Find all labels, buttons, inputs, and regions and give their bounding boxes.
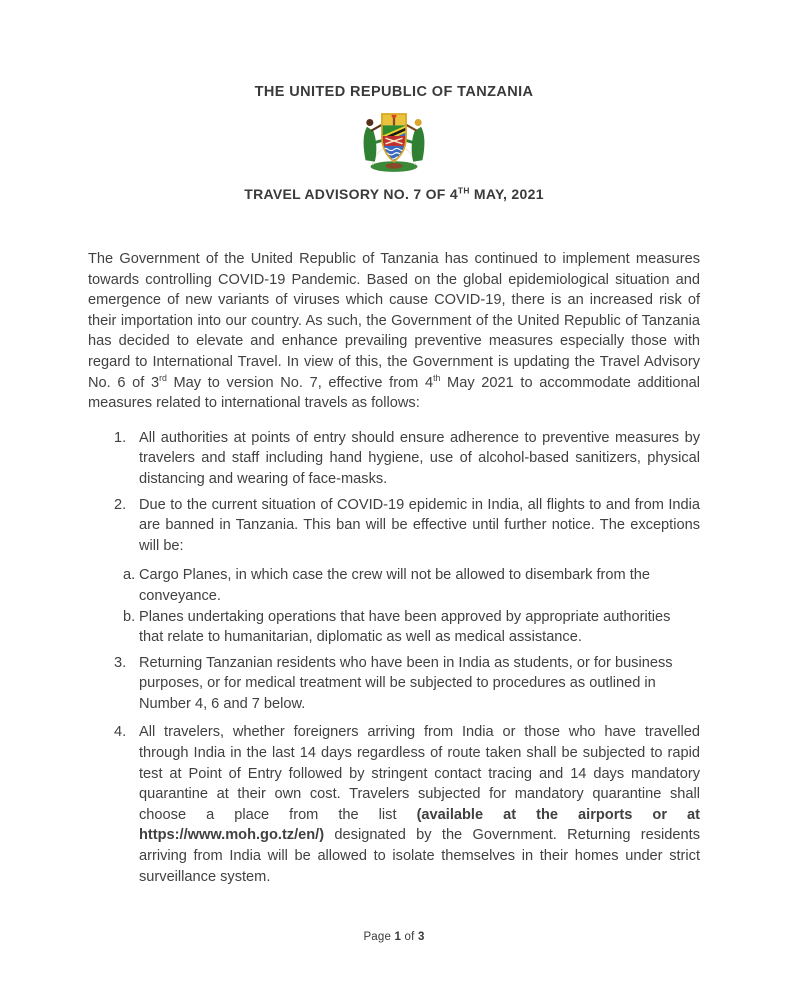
intro-paragraph [88,249,700,414]
list-item-3 [88,653,700,715]
ordinal-suffix: rd [159,372,167,383]
tanzania-coat-of-arms-icon [351,109,437,173]
advisory-measures-list [88,428,700,887]
sub-list-marker: b. [123,608,136,625]
exceptions-sub-list [88,565,700,647]
page-number: 1 [394,931,402,943]
document-body [88,249,700,892]
list-item-segment: designated by the Government. Returning residents arriving from India will be allowed to isolate themselves in their homes under strict surveillance system. [139,827,700,885]
advisory-title-text: TRAVEL ADVISORY NO. 7 OF 4 [244,186,458,202]
intro-segment: The Government of the United Republic of Tanzania has continued to implement measures towards controlling COVID-19 Pandemic. Based on the global epidemiological situation and emergence of new variants of viruses which cause COVID-19, there is an increased risk of their importation into our country. As such, the Government of the United Republic of Tanzania has decided to elevate and enhance prevailing preventive measures especially those with regard to International Travel. In view of this, the Government is updating the Travel Advisory No. 6 of 3 [88,251,700,391]
total-pages: 3 [417,931,425,943]
list-marker: 3. [114,654,127,671]
list-marker: 1. [114,429,127,446]
list-item-2 [88,495,700,557]
intro-segment: May 2021 to accommodate additional measures related to international travels as follows: [88,374,700,412]
advisory-title [88,186,700,202]
sub-item-b [88,607,700,648]
footer-of: of [404,931,415,943]
list-marker: 2. [114,496,127,513]
list-item-4 [88,722,700,887]
page-footer [88,931,700,1000]
list-item-text: Due to the current situation of COVID-19 epidemic in India, all flights to and from India are banned in Tanzania. This ban will be effective until further notice. The exceptions will be: [139,496,700,554]
advisory-title-ordinal: TH [457,185,470,196]
list-item-2-exceptions [88,561,700,647]
sub-item-text: Cargo Planes, in which case the crew will not be allowed to disembark from the conveyance. [139,567,651,604]
advisory-title-date: MAY, 2021 [469,186,544,202]
list-item-text [139,722,700,887]
list-item-text: All authorities at points of entry should ensure adherence to preventive measures by travelers and staff including hand hygiene, use of alcohol-based sanitizers, physical distancing and wearing of face-masks. [139,429,700,487]
document-header [88,84,700,202]
list-item-segment: All travelers, whether foreigners arriving from India or those who have travelled through India in the last 14 days regardless of route taken shall be subjected to rapid test at Point of Entry followed by stringent contact tracing and 14 days mandatory quarantine at their own cost. Travelers subjected for mandatory quarantine shall choose a place from the list [139,724,700,823]
footer-label: Page [363,931,392,943]
list-marker: 4. [114,724,127,741]
list-item-text: Returning Tanzanian residents who have been in India as students, or for business purposes, or for medical treatment will be subjected to procedures as outlined in Number 4, 6 and 7 below. [139,654,673,712]
sub-item-text: Planes undertaking operations that have been approved by appropriate authorities that relate to humanitarian, diplomatic as well as medical assistance. [139,608,671,646]
intro-segment: May to version No. 7, effective from 4 [166,374,434,391]
ordinal-suffix: th [433,372,441,383]
quarantine-list-url-note: (available at the airports or at https://www.moh.go.tz/en/) [139,806,700,844]
sub-item-a [88,565,700,606]
list-item-1 [88,428,700,490]
emblem-container [88,109,700,173]
sub-list-marker: a. [123,567,136,584]
country-title: THE UNITED REPUBLIC OF TANZANIA [254,84,534,100]
